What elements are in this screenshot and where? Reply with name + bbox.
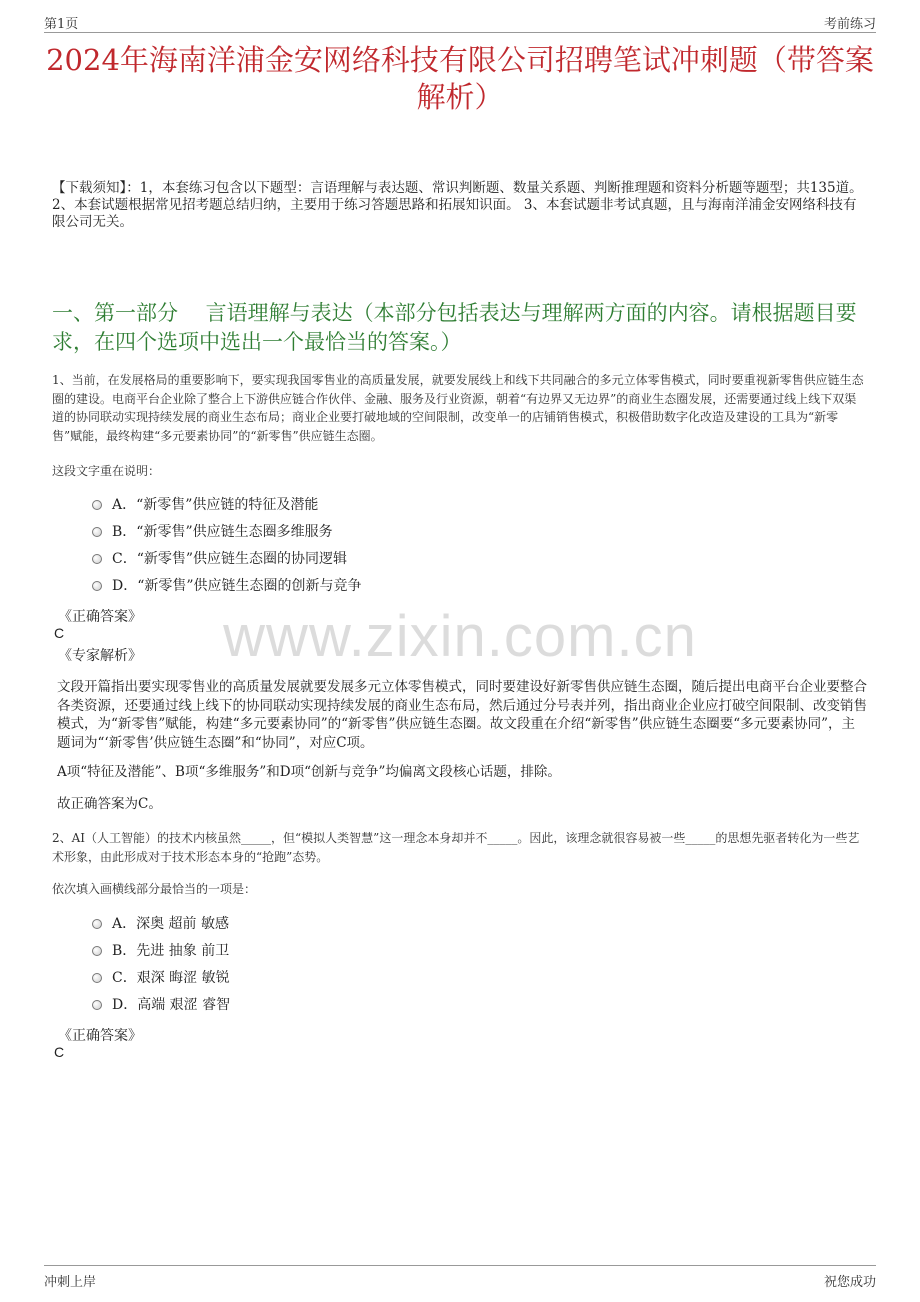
- question-2-option-c[interactable]: [92, 969, 230, 987]
- footer-rule: [44, 1265, 876, 1266]
- question-2-answer-label: 《正确答案》: [58, 1028, 142, 1044]
- question-1-stem: 1、当前，在发展格局的重要影响下，要实现我国零售业的高质量发展，就要发展线上和线下共同融合的多元立体零售模式，同时要重视新零售供应链生态圈的建设。电商平台企业除了整合上下游供应链合作伙伴、金融、服务及行业资源，朝着“有边界又无边界”的商业生态圈发展，还需要通过线上线下双渠道的协同联动实现持续发展的商业生态布局；商业企业要打破地域的空间限制，改变单一的店铺销售模式，积极借助数字化改造及建设的工具为“新零售”赋能，最终构建“多元要素协同”的“新零售”供应链生态圈。: [52, 373, 864, 443]
- question-1-option-a[interactable]: [92, 496, 318, 514]
- question-1-answer-label: 《正确答案》: [58, 609, 142, 625]
- download-notice: 【下载须知】：1，本套练习包含以下题型：言语理解与表达题、常识判断题、数量关系题、判断推理题和资料分析题等题型；共135道。 2、本套试题根据常见招考题总结归纳，主要用于练习答题思路和拓展知识面。 3、本套试题非考试真题，且与海南洋浦金安网络科技有限公司无关。: [52, 180, 863, 230]
- question-1-option-c[interactable]: [92, 550, 347, 568]
- question-1-option-b[interactable]: [92, 523, 333, 541]
- header-label: 考前练习: [823, 17, 876, 32]
- question-1-answer: C: [54, 625, 65, 641]
- radio-icon[interactable]: [92, 1000, 102, 1010]
- page-number: 第1页: [44, 17, 79, 32]
- footer-right-label: 祝您成功: [823, 1275, 876, 1290]
- question-1-prompt: 这段文字重在说明：: [52, 464, 161, 478]
- section-title: 一、第一部分 言语理解与表达（本部分包括表达与理解两方面的内容。请根据题目要求，在四个选项中选出一个最恰当的答案。）: [52, 301, 857, 354]
- option-text: C．艰深 晦涩 敏锐: [112, 970, 230, 986]
- question-2-option-b[interactable]: [92, 942, 229, 960]
- option-text: A．深奥 超前 敏感: [112, 916, 230, 932]
- option-text: C．“新零售”供应链生态圈的协同逻辑: [112, 551, 348, 567]
- option-text: B．“新零售”供应链生态圈多维服务: [112, 524, 333, 540]
- option-text: A．“新零售”供应链的特征及潜能: [112, 497, 319, 513]
- radio-icon[interactable]: [92, 946, 102, 956]
- document-title: 2024年海南洋浦金安网络科技有限公司招聘笔试冲刺题（带答案解析）: [46, 43, 874, 114]
- radio-icon[interactable]: [92, 919, 102, 929]
- option-text: D．“新零售”供应链生态圈的创新与竞争: [112, 578, 362, 594]
- header-rule: [44, 32, 876, 33]
- radio-icon[interactable]: [92, 973, 102, 983]
- option-text: B．先进 抽象 前卫: [112, 943, 230, 959]
- question-1-option-d[interactable]: [92, 577, 362, 595]
- option-text: D．高端 艰涩 睿智: [112, 997, 231, 1013]
- question-1-analysis-1: 文段开篇指出要实现零售业的高质量发展就要发展多元立体零售模式，同时要建设好新零售供应链生态圈，随后提出电商平台企业要整合各类资源，还要通过线上线下的协同联动实现持续发展的商业生态布局，然后通过分号表并列，指出商业企业应打破空间限制、改变销售模式，为“新零售”赋能，构建“多元要素协同”的“新零售”供应链生态圈。故文段重在介绍“新零售”供应链生态圈要“多元要素协同”，主题词为“‘新零售’供应链生态圈”和“协同”，对应C项。: [57, 679, 867, 751]
- radio-icon[interactable]: [92, 581, 102, 591]
- question-2-stem: 2、AI（人工智能）的技术内核虽然_____，但“模拟人类智慧”这一理念本身却并不_____。因此，该理念就很容易被一些_____的思想先驱者转化为一些艺术形象，由此形成对于技术形态本身的“抢跑”态势。: [52, 831, 860, 864]
- question-1-analysis-3: 故正确答案为C。: [57, 796, 162, 812]
- question-2-option-d[interactable]: [92, 996, 230, 1014]
- question-2-answer: C: [54, 1044, 65, 1060]
- radio-icon[interactable]: [92, 527, 102, 537]
- question-2-option-a[interactable]: [92, 915, 229, 933]
- question-1-analysis-2: A项“特征及潜能”、B项“多维服务”和D项“创新与竞争”均偏离文段核心话题，排除。: [57, 764, 561, 780]
- radio-icon[interactable]: [92, 554, 102, 564]
- question-1-analysis-label: 《专家解析》: [58, 648, 142, 664]
- radio-icon[interactable]: [92, 500, 102, 510]
- question-2-prompt: 依次填入画横线部分最恰当的一项是：: [52, 882, 257, 896]
- footer-left-label: 冲刺上岸: [44, 1275, 97, 1290]
- watermark: www.zixin.com.cn: [223, 604, 697, 669]
